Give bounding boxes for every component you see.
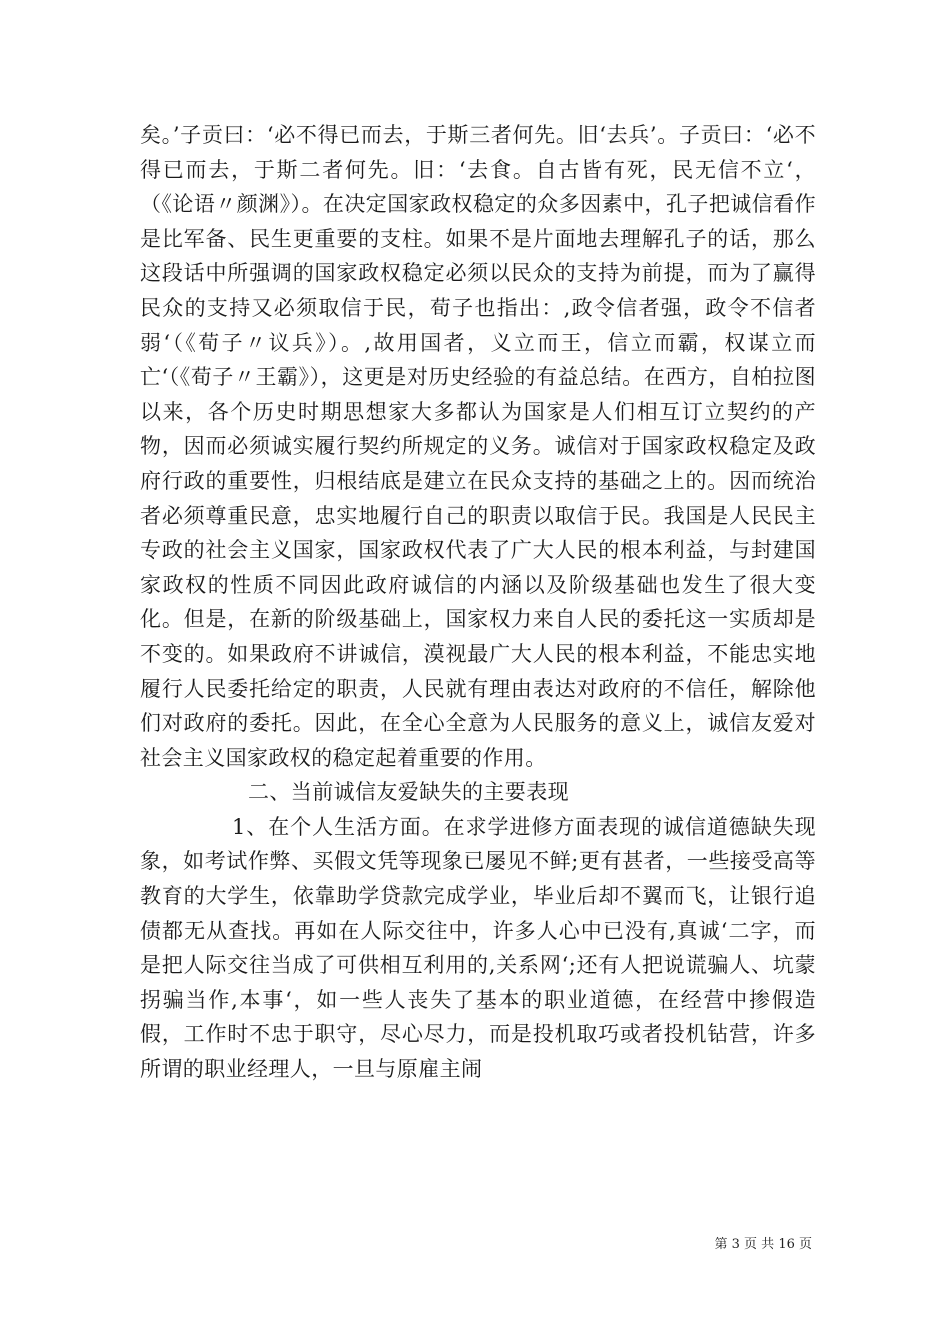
page-number-footer: 第 3 页 共 16 页 [714,1237,812,1252]
body-paragraph: 1、在个人生活方面。在求学进修方面表现的诚信道德缺失现象，如考试作弊、买假文凭等现象已屡见不鲜;更有甚者，一些接受高等教育的大学生，依靠助学贷款完成学业，毕业后却不翼而飞，让银行追债都无从查找。再如在人际交往中，许多人心中已没有,真诚‘二字，而是把人际交往当成了可供相互利用的,关系网‘;还有人把说谎骗人、坑蒙拐骗当作,本事‘，如一些人丧失了基本的职业道德，在经营中掺假造假，工作时不忠于职守，尽心尽力，而是投机取巧或者投机钻营，许多所谓的职业经理人，一旦与原雇主闹 [140,814,816,1082]
body-paragraph: 矣。’子贡曰：‘必不得已而去，于斯三者何先。旧‘去兵’。子贡曰：‘必不得已而去，于斯二者何先。旧：‘去食。自古皆有死，民无信不立‘，（《论语〃颜渊》）。在决定国家政权稳定的众多因素中，孔子把诚信看作是比军备、民生更重要的支柱。如果不是片面地去理解孔子的话，那么这段话中所强调的国家政权稳定必须以民众的支持为前提，而为了赢得民众的支持又必须取信于民，荀子也指出：,政令信者强，政令不信者弱‘（《荀子〃议兵》）。,故用国者，义立而王，信立而霸，权谋立而亡‘（《荀子〃王霸》），这更是对历史经验的有益总结。在西方，自柏拉图以来，各个历史时期思想家大多都认为国家是人们相互订立契约的产物，因而必须诚实履行契约所规定的义务。诚信对于国家政权稳定及政府行政的重要性，归根结底是建立在民众支持的基础之上的。因而统治者必须尊重民意，忠实地履行自己的职责以取信于民。我国是人民民主专政的社会主义国家，国家政权代表了广大人民的根本利益，与封建国家政权的性质不同因此政府诚信的内涵以及阶级基础也发生了很大变化。但是，在新的阶级基础上，国家权力来自人民的委托这一实质却是不变的。如果政府不讲诚信，漠视最广大人民的根本利益，不能忠实地履行人民委托给定的职责，人民就有理由表达对政府的不信任，解除他们对政府的委托。因此，在全心全意为人民服务的意义上，诚信友爱对社会主义国家政权的稳定起着重要的作用。 [140,123,816,770]
section-heading: 二、当前诚信友爱缺失的主要表现 [248,780,569,805]
document-body [140,118,816,1087]
